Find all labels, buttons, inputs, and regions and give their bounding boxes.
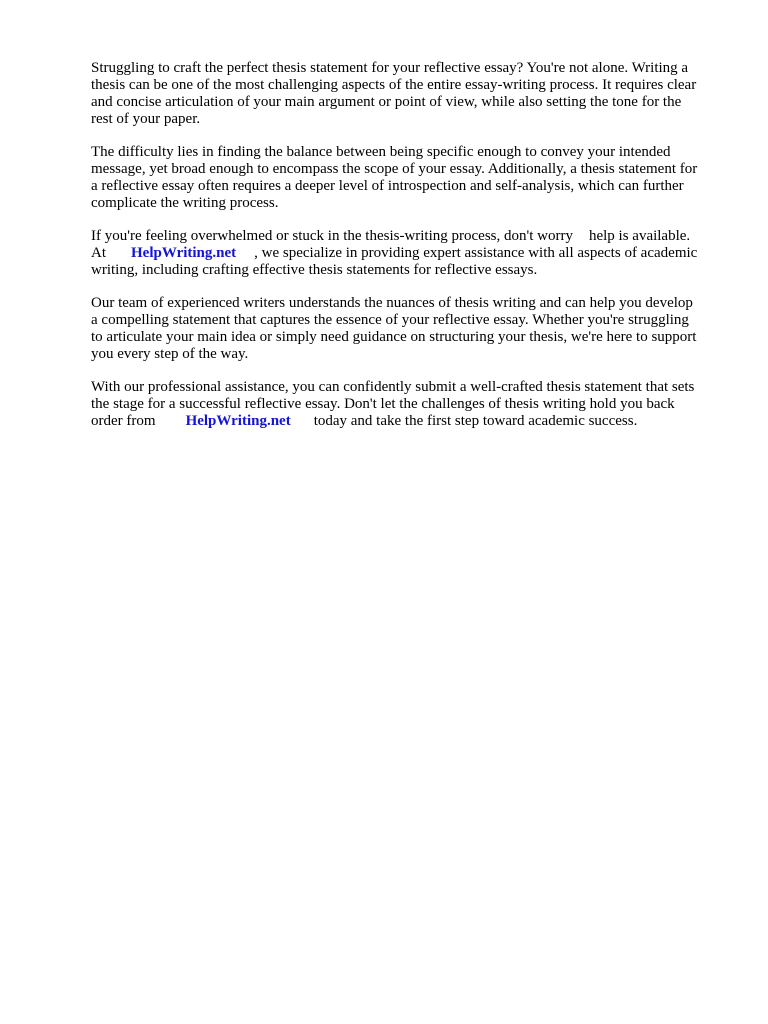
text-segment: today and take the first step toward academic success. bbox=[313, 413, 638, 429]
document-body bbox=[91, 60, 723, 446]
text-line: Struggling to craft the perfect thesis statement for your reflective essay? You're not alone. Writing a bbox=[91, 60, 689, 76]
paragraph-team bbox=[91, 295, 723, 363]
text-line: Our team of experienced writers understands the nuances of thesis writing and can help you develop bbox=[91, 295, 693, 311]
text-line bbox=[91, 245, 723, 262]
text-line: rest of your paper. bbox=[91, 111, 201, 127]
text-line: thesis can be one of the most challenging aspects of the entire essay-writing process. It requires clear bbox=[91, 77, 697, 93]
text-segment: help is available. bbox=[588, 228, 691, 244]
text-line: a reflective essay often requires a deeper level of introspection and self-analysis, which can further bbox=[91, 178, 684, 194]
text-line: and concise articulation of your main argument or point of view, while also setting the tone for the bbox=[91, 94, 682, 110]
helpwriting-link[interactable]: HelpWriting.net bbox=[185, 413, 291, 429]
text-segment: If you're feeling overwhelmed or stuck in the thesis-writing process, don't worry bbox=[91, 228, 573, 244]
text-line: complicate the writing process. bbox=[91, 195, 279, 211]
text-segment: order from bbox=[91, 413, 156, 429]
helpwriting-link[interactable]: HelpWriting.net bbox=[131, 245, 237, 261]
text-line: to articulate your main idea or simply need guidance on structuring your thesis, we're here to support bbox=[91, 329, 697, 345]
paragraph-help bbox=[91, 228, 723, 279]
paragraph-intro bbox=[91, 60, 723, 128]
text-line: a compelling statement that captures the essence of your reflective essay. Whether you're struggling bbox=[91, 312, 689, 328]
text-line: writing, including crafting effective thesis statements for reflective essays. bbox=[91, 262, 538, 278]
text-line: With our professional assistance, you can confidently submit a well-crafted thesis statement that sets bbox=[91, 379, 695, 395]
text-line bbox=[91, 413, 723, 430]
text-segment: , we specialize in providing expert assistance with all aspects of academic bbox=[254, 245, 698, 261]
text-line: the stage for a successful reflective essay. Don't let the challenges of thesis writing hold you back bbox=[91, 396, 675, 412]
text-line: you every step of the way. bbox=[91, 346, 249, 362]
text-line: message, yet broad enough to encompass the scope of your essay. Additionally, a thesis statement for bbox=[91, 161, 698, 177]
paragraph-closing bbox=[91, 379, 723, 430]
paragraph-difficulty bbox=[91, 144, 723, 212]
text-segment: At bbox=[91, 245, 106, 261]
text-line: The difficulty lies in finding the balance between being specific enough to convey your intended bbox=[91, 144, 671, 160]
text-line bbox=[91, 228, 723, 245]
